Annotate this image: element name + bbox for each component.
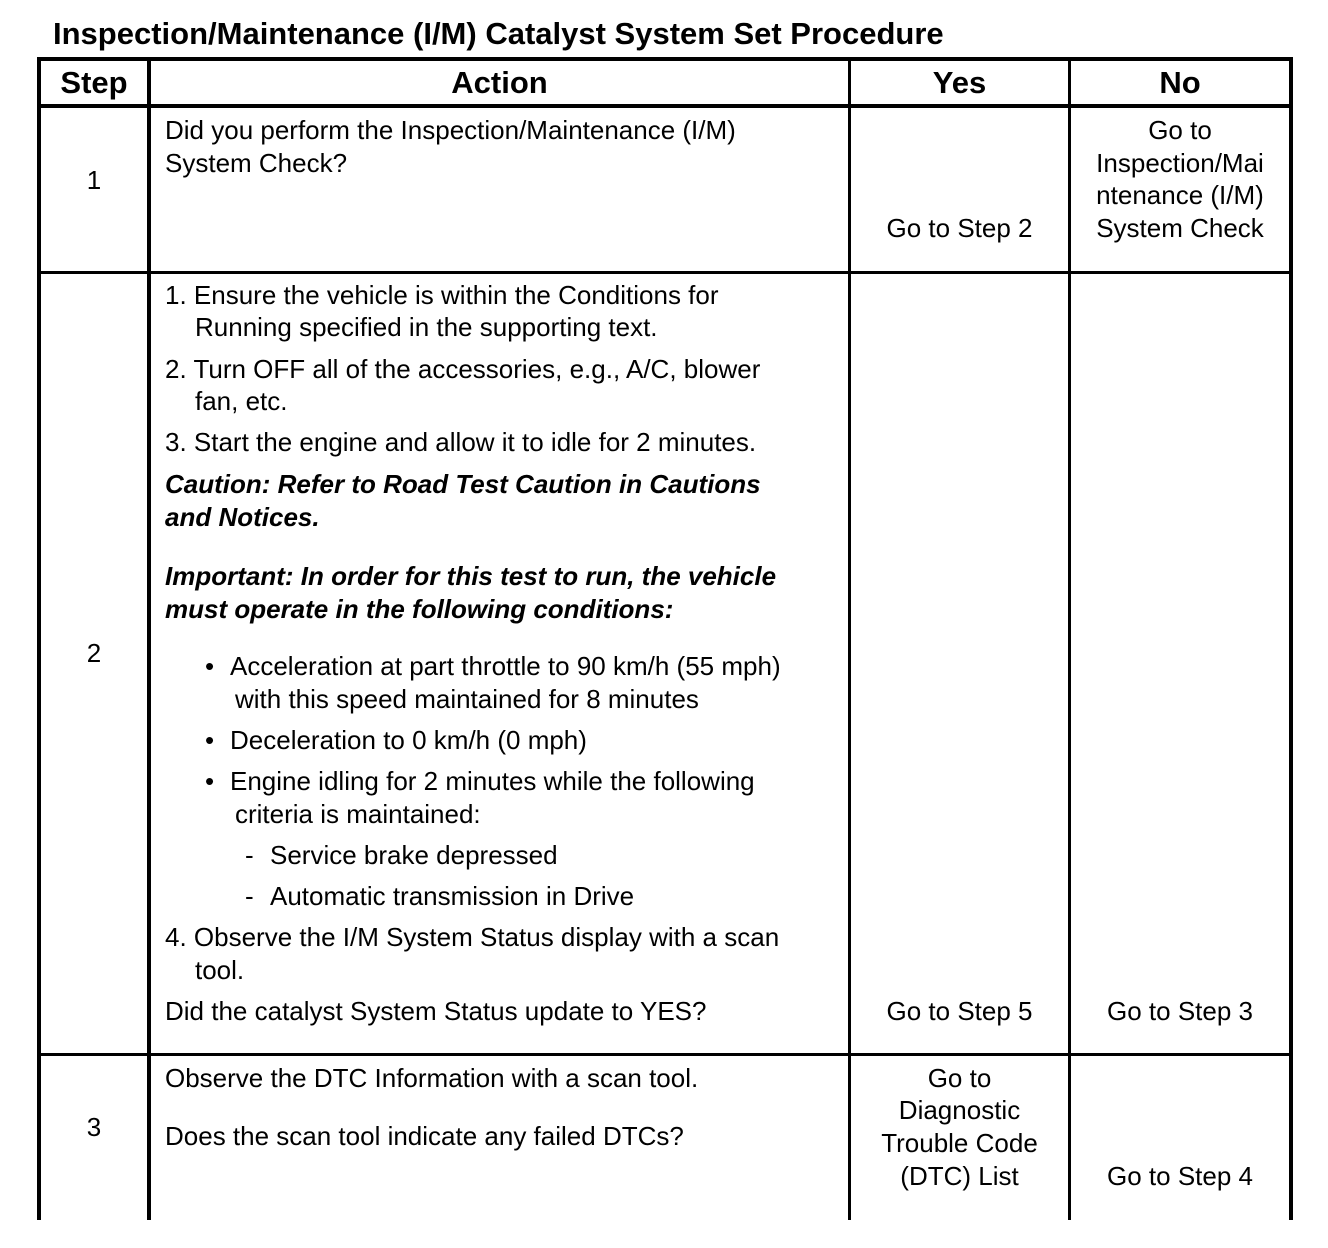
yes-result: Go to Step 2 — [886, 213, 1033, 243]
column-divider — [147, 57, 151, 1220]
row-divider — [37, 1053, 1293, 1056]
yes-result: Go to Step 5 — [886, 996, 1033, 1026]
column-header-action: Action — [451, 65, 548, 100]
action-text: fan, etc. — [195, 386, 288, 416]
step-number: 2 — [86, 638, 102, 668]
caution-note: and Notices. — [165, 502, 320, 532]
important-note: must operate in the following conditions: — [165, 594, 674, 624]
action-text: tool. — [195, 955, 245, 985]
table-border-right — [1289, 57, 1293, 1220]
caution-note: Caution: Refer to Road Test Caution in Cautions — [165, 469, 761, 499]
yes-result: Go to — [927, 1063, 992, 1093]
action-text: 1. Ensure the vehicle is within the Conditions for — [165, 280, 719, 310]
header-divider — [37, 104, 1293, 108]
action-text: 2. Turn OFF all of the accessories, e.g., A/C, blower — [165, 354, 761, 384]
list-item: criteria is maintained: — [235, 799, 481, 829]
no-result: Go to Step 3 — [1107, 996, 1253, 1026]
list-item: Automatic transmission in Drive — [270, 881, 635, 911]
step-number: 3 — [86, 1112, 102, 1142]
list-item: Deceleration to 0 km/h (0 mph) — [230, 725, 587, 755]
action-question: Does the scan tool indicate any failed DTCs? — [165, 1121, 684, 1151]
yes-result: (DTC) List — [900, 1161, 1019, 1191]
action-text: 3. Start the engine and allow it to idle for 2 minutes. — [165, 427, 757, 457]
no-result: Go to Step 4 — [1107, 1161, 1253, 1191]
yes-result: Trouble Code — [881, 1128, 1038, 1158]
column-header-yes: Yes — [932, 65, 987, 100]
dash-icon: - — [245, 840, 254, 870]
list-item: Engine idling for 2 minutes while the following — [230, 766, 755, 796]
column-header-no: No — [1159, 65, 1201, 100]
action-text: 4. Observe the I/M System Status display with a scan — [165, 922, 780, 952]
action-text: Running specified in the supporting text. — [195, 312, 658, 342]
column-header-step: Step — [60, 65, 128, 100]
no-result: ntenance (I/M) — [1096, 180, 1264, 210]
action-text: Did you perform the Inspection/Maintenance (I/M) — [165, 115, 736, 145]
action-text: Observe the DTC Information with a scan tool. — [165, 1063, 699, 1093]
no-result: Go to — [1148, 115, 1212, 145]
action-text: System Check? — [165, 148, 348, 178]
dash-icon: - — [245, 881, 254, 911]
bullet-icon: • — [205, 725, 215, 755]
no-result: Inspection/Mai — [1096, 148, 1264, 178]
step-number: 1 — [86, 165, 102, 195]
list-item: with this speed maintained for 8 minutes — [235, 684, 699, 714]
page-title: Inspection/Maintenance (I/M) Catalyst System Set Procedure — [53, 16, 944, 51]
no-result: System Check — [1096, 213, 1264, 243]
action-question: Did the catalyst System Status update to YES? — [165, 996, 707, 1026]
important-note: Important: In order for this test to run, the vehicle — [165, 561, 777, 591]
table-border-top — [37, 57, 1293, 61]
bullet-icon: • — [205, 766, 215, 796]
list-item: Service brake depressed — [270, 840, 558, 870]
bullet-icon: • — [205, 651, 215, 681]
list-item: Acceleration at part throttle to 90 km/h (55 mph) — [230, 651, 781, 681]
yes-result: Diagnostic — [898, 1095, 1021, 1125]
row-divider — [37, 271, 1293, 274]
